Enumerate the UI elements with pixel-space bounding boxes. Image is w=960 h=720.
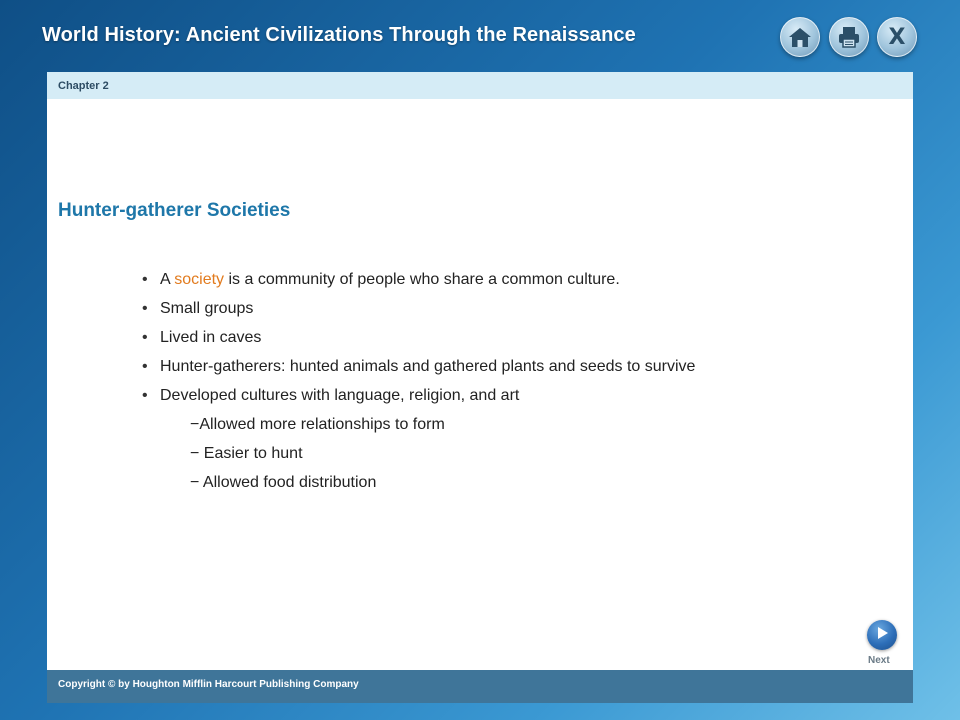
footer-bar — [47, 670, 913, 703]
highlighted-term: society — [174, 271, 225, 288]
bullet-list — [135, 269, 695, 501]
play-arrow-icon — [875, 626, 889, 645]
bullet-item: • Small groups — [135, 298, 695, 327]
bullet-item: • Hunter-gatherers: hunted animals and gathered plants and seeds to survive — [135, 356, 695, 385]
app-title: World History: Ancient Civilizations Through the Renaissance — [42, 24, 636, 46]
print-button[interactable] — [829, 17, 869, 57]
chapter-label: Chapter 2 — [58, 80, 109, 92]
home-icon — [788, 26, 812, 48]
chapter-bar — [47, 72, 913, 99]
slide-content — [47, 72, 913, 670]
sub-bullet-item: −Allowed more relationships to form — [190, 416, 445, 433]
bullet-text-post: is a community of people who share a common culture. — [224, 271, 620, 288]
home-button[interactable] — [780, 17, 820, 57]
sub-bullet-item: − Easier to hunt — [190, 445, 303, 462]
sub-bullet-item: − Allowed food distribution — [190, 474, 377, 491]
bullet-item: • Lived in caves — [135, 327, 695, 356]
next-label: Next — [868, 655, 890, 666]
slide-heading: Hunter-gatherer Societies — [58, 200, 291, 221]
close-icon: X — [888, 24, 906, 50]
bullet-text-pre: A — [160, 271, 175, 288]
bullet-item: • Developed cultures with language, religion, and art — [135, 385, 695, 414]
close-button[interactable] — [877, 17, 917, 57]
copyright-text: Copyright © by Houghton Mifflin Harcourt Publishing Company — [58, 679, 359, 690]
printer-icon — [837, 26, 861, 48]
bullet-item — [135, 269, 695, 298]
next-button[interactable] — [867, 620, 897, 650]
